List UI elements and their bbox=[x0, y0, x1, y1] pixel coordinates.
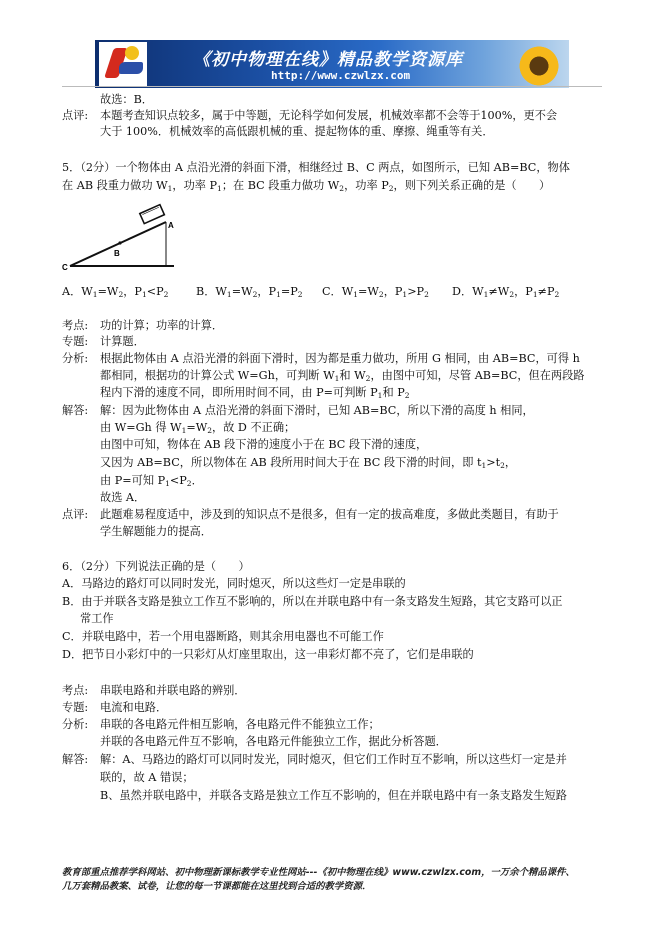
q5-option-d: D．$W_1\ne W_2$，$P_1\ne P_2$ bbox=[452, 285, 560, 299]
q5-zhuanti: 计算题． bbox=[100, 335, 145, 348]
q6-option-d: D．把节日小彩灯中的一只彩灯从灯座里取出，这一串彩灯都不亮了，它们是串联的 bbox=[62, 648, 474, 661]
q6-jieda-line-3: B、虽然并联电路中，并联各支路是独立工作互不影响的，但在并联电路中有一条支路发生短路 bbox=[100, 789, 567, 802]
q5-option-a: A．$W_1=W_2$，$P_1<P_2$ bbox=[62, 285, 169, 299]
header-rule bbox=[62, 86, 602, 87]
q6-zhuanti: 电流和电路． bbox=[100, 701, 168, 714]
q5-fenxi-line-1: 根据此物体由 A 点沿光滑的斜面下滑时，因为都是重力做功，所用 G 相同，由 AB=BC，可得 h bbox=[100, 352, 580, 365]
point-b-label: B bbox=[114, 249, 120, 258]
q6-fenxi-label: 分析: bbox=[62, 718, 89, 731]
q5-dianping-line-2: 学生解题能力的提高． bbox=[100, 525, 212, 538]
q6-option-c: C．并联电路中，若一个用电器断路，则其余用电器也不可能工作 bbox=[62, 630, 384, 643]
q6-stem: 6．（2分）下列说法正确的是（ ） bbox=[62, 560, 250, 573]
q5-dianping-label: 点评: bbox=[62, 508, 89, 521]
q6-zhuanti-label: 专题: bbox=[62, 701, 89, 714]
page-footer bbox=[62, 866, 622, 894]
q6-jieda-line-2: 联的，故 A 错误； bbox=[100, 771, 194, 784]
q6-kaodian-label: 考点: bbox=[62, 684, 89, 697]
q5-jieda-line-3: 由图中可知，物体在 AB 段下滑的速度小于在 BC 段下滑的速度， bbox=[100, 438, 428, 451]
q5-jieda-line-6: 故选 A． bbox=[100, 491, 146, 504]
q5-stem-line-2: 在 AB 段重力做功 $W_1$，功率 $P_1$；在 BC 段重力做功 $W_2$，功率 $P_2$，则下列关系正确的是（ ） bbox=[62, 179, 551, 193]
q5-dianping-line-1: 此题难易程度适中，涉及到的知识点不是很多，但有一定的拔高难度，多做此类题目，有助于 bbox=[100, 508, 559, 521]
point-a-label: A bbox=[168, 221, 174, 230]
q6-option-b-line-2: 常工作 bbox=[80, 612, 114, 625]
q5-jieda-line-5: 由 P=可知 $P_1<P_2$． bbox=[100, 474, 203, 488]
q5-jieda-line-1: 解：因为此物体由 A 点沿光滑的斜面下滑时，已知 AB=BC，所以下滑的高度 h 相同， bbox=[100, 404, 534, 417]
q4-answer: 故选：B． bbox=[100, 93, 153, 106]
q5-jieda-line-4: 又因为 AB=BC，所以物体在 AB 段所用时间大于在 BC 段下滑的时间，即 $t_1>t_2$， bbox=[100, 456, 517, 470]
q5-fenxi-label: 分析: bbox=[62, 352, 89, 365]
q5-jieda-line-2: 由 W=Gh 得 $W_1=W_2$，故 D 不正确； bbox=[100, 421, 296, 435]
q6-fenxi-line-1: 串联的各电路元件相互影响，各电路元件不能独立工作； bbox=[100, 718, 380, 731]
q6-jieda-line-1: 解：A、马路边的路灯可以同时发光，同时熄灭，但它们工作时互不影响，所以这些灯一定是并 bbox=[100, 753, 567, 766]
q6-fenxi-line-2: 并联的各电路元件互不影响，各电路元件能独立工作，据此分析答题． bbox=[100, 735, 447, 748]
q5-jieda-label: 解答: bbox=[62, 404, 89, 417]
point-b-dot bbox=[118, 241, 121, 244]
q5-fenxi-line-3: 程内下滑的速度不同，即所用时间不同，由 P=可判断 $P_1$和 $P_2$ bbox=[100, 386, 410, 400]
q6-jieda-label: 解答: bbox=[62, 753, 89, 766]
q5-option-c: C．$W_1=W_2$，$P_1>P_2$ bbox=[322, 285, 429, 299]
q6-kaodian: 串联电路和并联电路的辨别． bbox=[100, 684, 246, 697]
footer-line-2: 几万套精品教案、试卷，让您的每一节课都能在这里找到合适的教学资源． bbox=[62, 881, 372, 892]
q6-option-a: A．马路边的路灯可以同时发光，同时熄灭，所以这些灯一定是串联的 bbox=[62, 577, 406, 590]
incline-figure bbox=[62, 200, 180, 272]
footer-line-1: 教育部重点推荐学科网站、初中物理新课标教学专业性网站---《初中物理在线》www.czwlzx.com，一万余个精品课件、 bbox=[62, 867, 575, 878]
q5-kaodian-label: 考点: bbox=[62, 319, 89, 332]
banner-title: 《初中物理在线》精品教学资源库 bbox=[193, 50, 463, 70]
q5-zhuanti-label: 专题: bbox=[62, 335, 89, 348]
q4-comment-label: 点评: bbox=[62, 109, 89, 122]
q6-option-b-line-1: B．由于并联各支路是独立工作互不影响的，所以在并联电路中有一条支路发生短路，其它支路可以正 bbox=[62, 595, 563, 608]
q5-option-b: B．$W_1=W_2$，$P_1=P_2$ bbox=[196, 285, 303, 299]
point-c-label: C bbox=[62, 263, 68, 272]
q5-fenxi-line-2: 都相同，根据功的计算公式 W=Gh，可判断 $W_1$和 $W_2$，由图中可知，尽管 AB=BC，但在两段路 bbox=[100, 369, 585, 383]
q5-stem-line-1: 5．（2分）一个物体由 A 点沿光滑的斜面下滑，相继经过 B、C 两点，如图所示，已知 AB=BC，物体 bbox=[62, 161, 570, 174]
header-banner bbox=[95, 40, 569, 88]
q4-comment-line-1: 本题考查知识点较多，属于中等题，无论科学如何发展，机械效率都不会等于100%，更不会 bbox=[100, 109, 558, 122]
sunflower-image bbox=[509, 42, 569, 88]
banner-url: http://www.czwlzx.com bbox=[271, 69, 411, 82]
q5-kaodian: 功的计算；功率的计算． bbox=[100, 319, 224, 332]
q4-comment-line-2: 大于 100%．机械效率的高低跟机械的重、提起物体的重、摩擦、绳重等有关． bbox=[100, 125, 494, 138]
site-logo bbox=[99, 42, 147, 86]
